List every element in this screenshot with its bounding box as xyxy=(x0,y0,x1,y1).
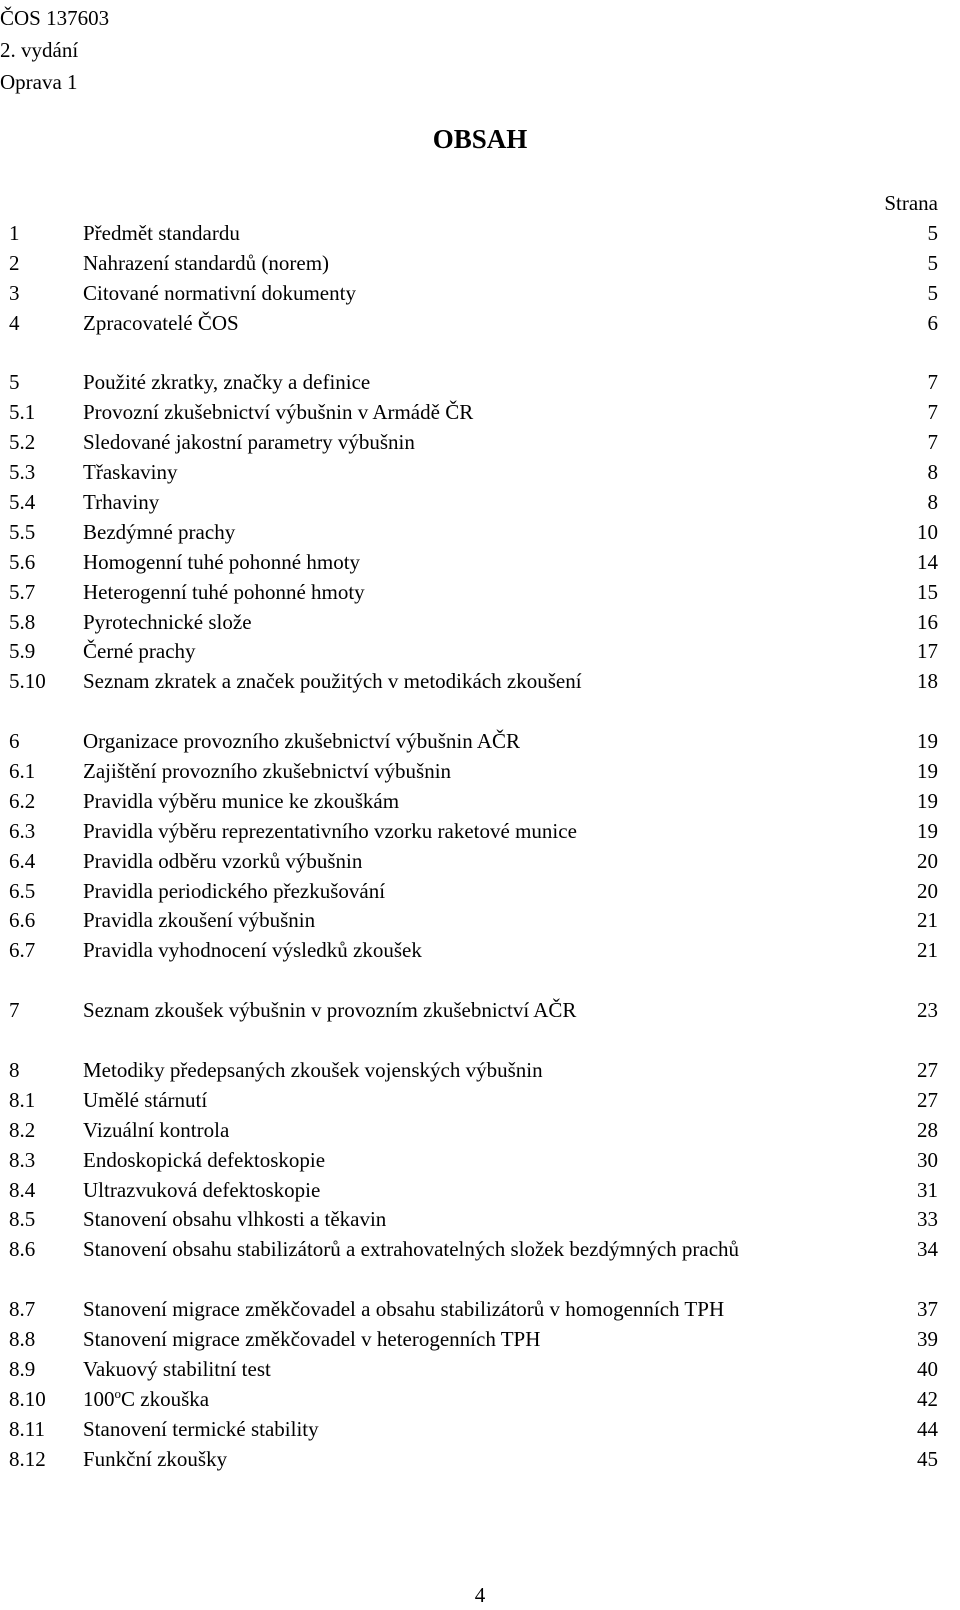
toc-number: 8.6 xyxy=(9,1237,36,1262)
toc-row xyxy=(0,1415,960,1445)
toc-page: 34 xyxy=(917,1237,938,1262)
toc-number: 5.2 xyxy=(9,430,36,455)
toc-number: 5.8 xyxy=(9,609,36,634)
page-column-header: Strana xyxy=(884,191,938,215)
toc-page: 10 xyxy=(917,519,938,544)
toc-title: Endoskopická defektoskopie xyxy=(83,1147,326,1172)
toc-title: Stanovení migrace změkčovadel a obsahu stabilizátorů v homogenních TPH xyxy=(83,1297,725,1322)
toc-number: 5.10 xyxy=(9,669,46,694)
toc-row xyxy=(0,667,960,697)
edition-label: 2. vydání xyxy=(0,38,79,62)
toc-number: 5 xyxy=(9,370,20,395)
toc-row xyxy=(0,428,960,458)
toc-row xyxy=(0,1325,960,1355)
toc-page: 15 xyxy=(917,579,938,604)
toc-title: Organizace provozního zkušebnictví výbušnin AČR xyxy=(83,729,521,754)
toc-number: 5.9 xyxy=(9,639,36,664)
toc-number: 5.1 xyxy=(9,400,36,425)
toc-title: Sledované jakostní parametry výbušnin xyxy=(83,430,415,455)
toc-page: 6 xyxy=(927,310,938,335)
page-number: 4 xyxy=(474,1583,486,1607)
toc-number: 6.5 xyxy=(9,878,36,903)
toc-number: 6.4 xyxy=(9,848,36,873)
toc-row xyxy=(0,578,960,608)
toc-number: 8.3 xyxy=(9,1147,36,1172)
toc-page: 20 xyxy=(917,848,938,873)
toc-title: Bezdýmné prachy xyxy=(83,519,236,544)
toc-page: 39 xyxy=(917,1326,938,1351)
toc-number: 5.7 xyxy=(9,579,36,604)
toc-number: 2 xyxy=(9,250,20,275)
toc-page: 27 xyxy=(917,1057,938,1082)
toc-title: Vakuový stabilitní test xyxy=(83,1356,271,1381)
document-header xyxy=(0,6,109,102)
toc-page: 21 xyxy=(917,908,938,933)
toc-title: Funkční zkoušky xyxy=(83,1446,228,1471)
toc-title xyxy=(83,1385,823,1415)
toc-title: Černé prachy xyxy=(83,639,196,664)
toc-page: 19 xyxy=(917,759,938,784)
page-title: OBSAH xyxy=(432,124,528,154)
standard-code: ČOS 137603 xyxy=(0,6,110,30)
toc-row xyxy=(0,458,960,488)
toc-title: Pravidla periodického přezkušování xyxy=(83,878,386,903)
toc-row xyxy=(0,1086,960,1116)
toc-title: Homogenní tuhé pohonné hmoty xyxy=(83,549,361,574)
toc-number: 6.1 xyxy=(9,759,36,784)
toc-page: 30 xyxy=(917,1147,938,1172)
table-of-contents xyxy=(0,219,960,1474)
toc-number: 4 xyxy=(9,310,20,335)
toc-number: 8.4 xyxy=(9,1177,36,1202)
toc-page: 14 xyxy=(917,549,938,574)
toc-title: Stanovení obsahu vlhkosti a těkavin xyxy=(83,1207,387,1232)
toc-page: 27 xyxy=(917,1087,938,1112)
toc-row xyxy=(0,1205,960,1235)
toc-title: Seznam zkoušek výbušnin v provozním zkušebnictví AČR xyxy=(83,998,577,1023)
toc-number: 6.6 xyxy=(9,908,36,933)
toc-number: 3 xyxy=(9,280,20,305)
toc-title: Provozní zkušebnictví výbušnin v Armádě ČR xyxy=(83,400,474,425)
toc-title: Použité zkratky, značky a definice xyxy=(83,370,371,395)
toc-number: 7 xyxy=(9,998,20,1023)
toc-page: 40 xyxy=(917,1356,938,1381)
toc-number: 5.6 xyxy=(9,549,36,574)
toc-page: 18 xyxy=(917,669,938,694)
toc-title: Pravidla vyhodnocení výsledků zkoušek xyxy=(83,938,422,963)
toc-title: Třaskaviny xyxy=(83,460,178,485)
toc-number: 8.9 xyxy=(9,1356,36,1381)
toc-title: Pyrotechnické slože xyxy=(83,609,252,634)
toc-row xyxy=(0,847,960,877)
toc-title: Seznam zkratek a značek použitých v metodikách zkoušení xyxy=(83,669,582,694)
correction-label: Oprava 1 xyxy=(0,70,78,94)
toc-number: 6 xyxy=(9,729,20,754)
toc-page: 23 xyxy=(917,998,938,1023)
toc-row xyxy=(0,548,960,578)
toc-title: Pravidla odběru vzorků výbušnin xyxy=(83,848,363,873)
toc-row xyxy=(0,1295,960,1325)
toc-page: 17 xyxy=(917,639,938,664)
toc-page: 7 xyxy=(927,370,938,395)
toc-title: Pravidla zkoušení výbušnin xyxy=(83,908,316,933)
toc-number: 6.3 xyxy=(9,818,36,843)
toc-number: 6.2 xyxy=(9,788,36,813)
toc-title: Stanovení migrace změkčovadel v heterogenních TPH xyxy=(83,1326,541,1351)
toc-row xyxy=(0,1445,960,1475)
toc-page: 7 xyxy=(927,400,938,425)
toc-number: 8 xyxy=(9,1057,20,1082)
toc-title-value: 100 xyxy=(83,1386,115,1411)
toc-page: 19 xyxy=(917,729,938,754)
toc-title: Stanovení termické stability xyxy=(83,1416,319,1441)
toc-title: Heterogenní tuhé pohonné hmoty xyxy=(83,579,365,604)
toc-row xyxy=(0,1116,960,1146)
toc-number: 8.2 xyxy=(9,1117,36,1142)
toc-title: Pravidla výběru munice ke zkouškám xyxy=(83,788,400,813)
toc-row xyxy=(0,608,960,638)
toc-page: 28 xyxy=(917,1117,938,1142)
toc-row xyxy=(0,637,960,667)
toc-page: 16 xyxy=(917,609,938,634)
toc-row xyxy=(0,279,960,309)
toc-title: Předmět standardu xyxy=(83,221,240,245)
toc-page: 31 xyxy=(917,1177,938,1202)
toc-page: 8 xyxy=(927,460,938,485)
toc-title: Nahrazení standardů (norem) xyxy=(83,250,330,275)
toc-page: 8 xyxy=(927,490,938,515)
toc-number: 5.4 xyxy=(9,490,36,515)
toc-number: 8.8 xyxy=(9,1326,36,1351)
toc-title: Ultrazvuková defektoskopie xyxy=(83,1177,321,1202)
toc-title: Vizuální kontrola xyxy=(83,1117,230,1142)
toc-row xyxy=(0,817,960,847)
toc-row xyxy=(0,219,960,249)
toc-title: Zpracovatelé ČOS xyxy=(83,310,239,335)
toc-row xyxy=(0,309,960,339)
toc-row xyxy=(0,906,960,936)
toc-page: 5 xyxy=(927,280,938,305)
toc-number: 5.5 xyxy=(9,519,36,544)
toc-number: 1 xyxy=(9,221,20,245)
toc-number: 6.7 xyxy=(9,938,36,963)
toc-title: Umělé stárnutí xyxy=(83,1087,208,1112)
toc-page: 45 xyxy=(917,1446,938,1471)
toc-title: Stanovení obsahu stabilizátorů a extrahovatelných složek bezdýmných prachů xyxy=(83,1237,740,1262)
toc-row xyxy=(0,1355,960,1385)
toc-row xyxy=(0,787,960,817)
toc-row xyxy=(0,1176,960,1206)
toc-title-unit: C zkouška xyxy=(121,1386,210,1411)
toc-row xyxy=(0,936,960,966)
toc-title: Zajištění provozního zkušebnictví výbušnin xyxy=(83,759,452,784)
toc-number: 8.1 xyxy=(9,1087,36,1112)
toc-number: 8.10 xyxy=(9,1386,46,1411)
toc-row xyxy=(0,1385,960,1415)
toc-title: Citované normativní dokumenty xyxy=(83,280,356,305)
toc-row xyxy=(0,1235,960,1295)
toc-row xyxy=(0,518,960,548)
toc-row xyxy=(0,727,960,757)
toc-number: 5.3 xyxy=(9,460,36,485)
toc-row xyxy=(0,368,960,398)
toc-page: 7 xyxy=(927,430,938,455)
toc-title: Trhaviny xyxy=(83,490,160,515)
toc-row xyxy=(0,1146,960,1176)
toc-row xyxy=(0,249,960,279)
toc-page: 33 xyxy=(917,1207,938,1232)
toc-number: 8.12 xyxy=(9,1446,46,1471)
toc-number: 8.5 xyxy=(9,1207,36,1232)
toc-row xyxy=(0,398,960,428)
toc-page: 19 xyxy=(917,788,938,813)
degree-superscript: o xyxy=(114,1385,121,1401)
toc-number: 8.7 xyxy=(9,1297,36,1322)
toc-row xyxy=(0,757,960,787)
toc-title: Pravidla výběru reprezentativního vzorku raketové munice xyxy=(83,818,577,843)
toc-page: 21 xyxy=(917,938,938,963)
toc-page: 37 xyxy=(917,1297,938,1322)
toc-page: 20 xyxy=(917,878,938,903)
toc-title: Metodiky předepsaných zkoušek vojenských výbušnin xyxy=(83,1057,543,1082)
toc-page: 5 xyxy=(927,221,938,245)
toc-row xyxy=(0,488,960,518)
toc-row xyxy=(0,1056,960,1086)
toc-page: 5 xyxy=(927,250,938,275)
toc-row xyxy=(0,877,960,907)
toc-row xyxy=(0,996,960,1026)
toc-page: 19 xyxy=(917,818,938,843)
toc-page: 42 xyxy=(917,1386,938,1411)
toc-page: 44 xyxy=(917,1416,938,1441)
toc-number: 8.11 xyxy=(9,1416,45,1441)
